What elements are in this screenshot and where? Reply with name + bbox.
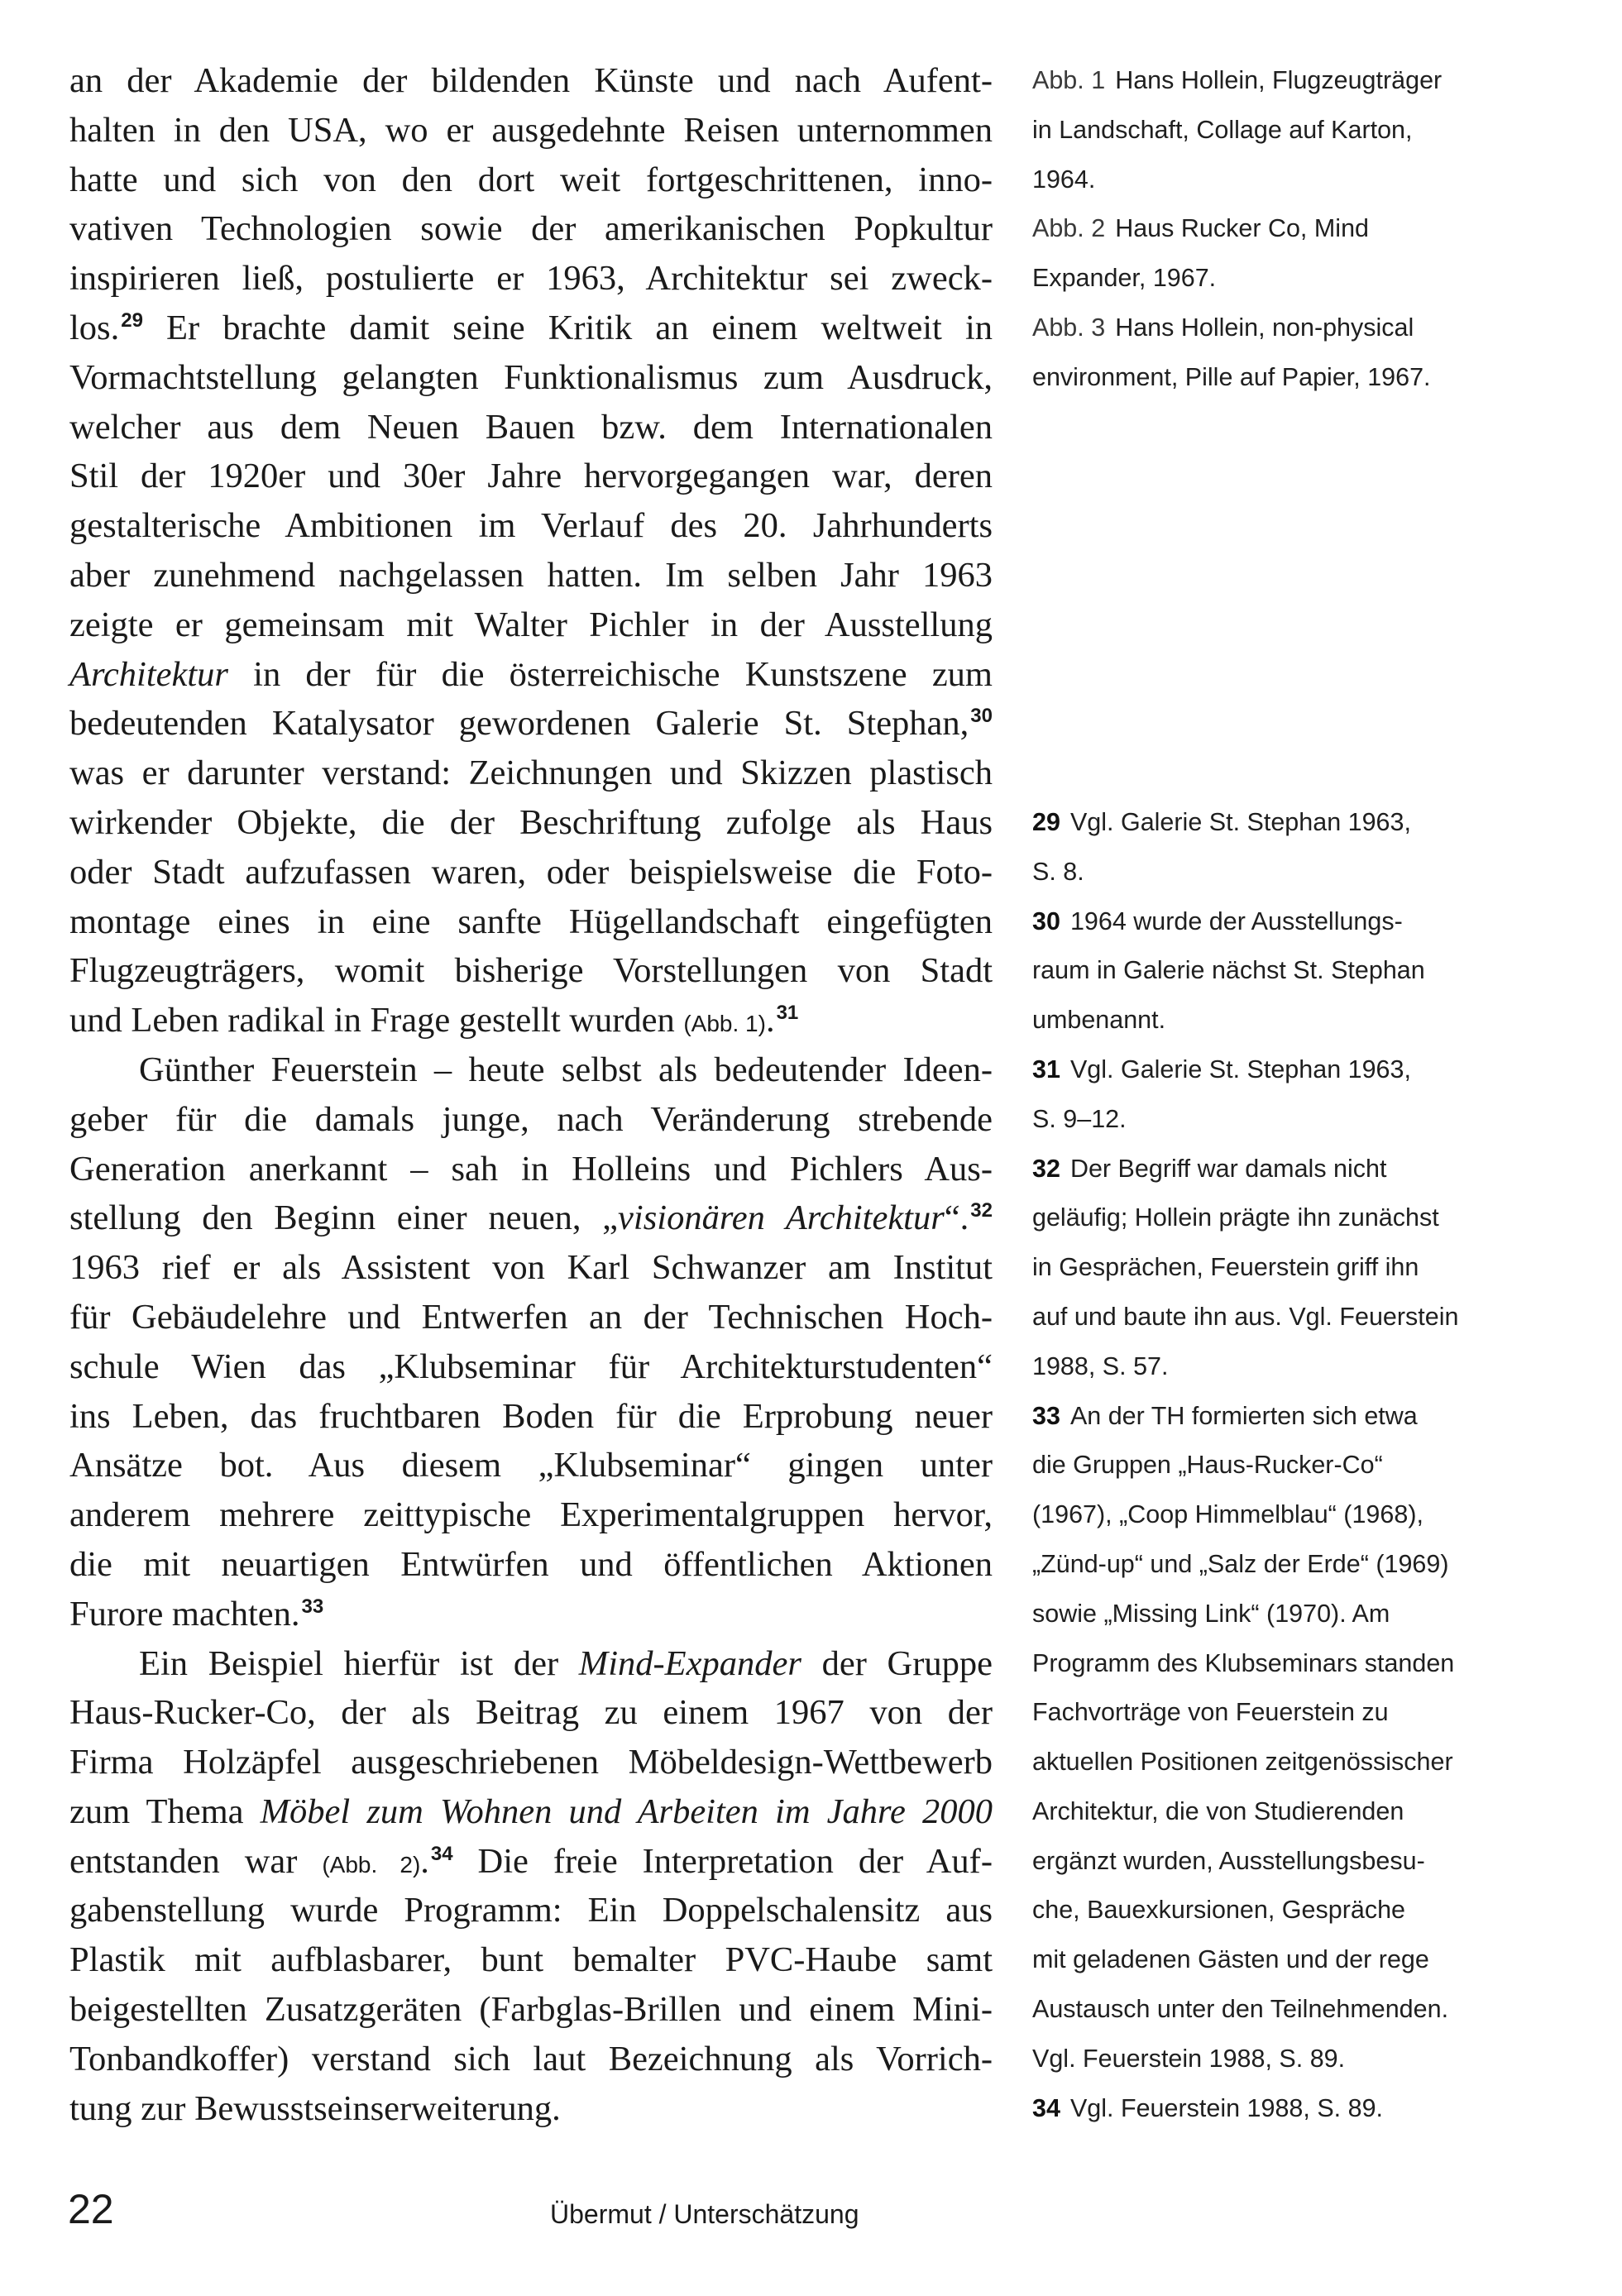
footnote-ref-33[interactable]: 33 xyxy=(301,1595,324,1618)
footnote-ref-30[interactable]: 30 xyxy=(970,705,993,728)
body-line: zum Thema Möbel zum Wohnen und Arbeiten im Jahre 2000 xyxy=(69,1791,993,1831)
body-line: Vormachtstellung gelangten Funktionalismus zum Ausdruck, xyxy=(69,357,993,397)
footnote-number: 31 xyxy=(1032,1055,1060,1083)
body-line: gabenstellung wurde Programm: Ein Doppelschalensitz aus xyxy=(69,1891,993,1930)
body-line: geber für die damals junge, nach Veränderung strebende xyxy=(69,1099,993,1139)
body-line: die mit neuartigen Entwürfen und öffentlichen Aktionen xyxy=(69,1544,993,1584)
body-line: an der Akademie der bildenden Künste und nach Aufent- xyxy=(69,61,993,100)
body-line: Tonbandkoffer) verstand sich laut Bezeichnung als Vorrich- xyxy=(69,2039,993,2078)
caption-line: environment, Pille auf Papier, 1967. xyxy=(1032,362,1431,391)
body-line: montage eines in eine sanfte Hügellandschaft eingefügten xyxy=(69,902,993,941)
body-line: schule Wien das „Klubseminar für Architekturstudenten“ xyxy=(69,1347,993,1386)
footnote-31: 31 Vgl. Galerie St. Stephan 1963, S. 9–12. xyxy=(1032,1055,1411,1133)
footnote-32: 32 Der Begriff war damals nicht geläufig; Hollein prägte ihn zunächst in Gesprächen, Feuerstein griff ihn auf und baute ihn aus. Vgl. Feuerstein 1988, S. 57. xyxy=(1032,1154,1459,1380)
body-line: los.$^{29}$ Er brachte damit seine Kritik an einem weltweit in xyxy=(69,308,993,347)
body-line: aber zunehmend nachgelassen hatten. Im selben Jahr 1963 xyxy=(69,555,993,595)
body-line: gestalterische Ambitionen im Verlauf des 20. Jahrhunderts xyxy=(69,506,993,546)
body-line: hatte und sich von den dort weit fortgeschrittenen, inno- xyxy=(69,160,993,199)
body-line: oder Stadt aufzufassen waren, oder beispielsweise die Foto- xyxy=(69,852,993,892)
footnote-number: 34 xyxy=(1032,2093,1060,2122)
body-line: Generation anerkannt – sah in Holleins und Pichlers Aus- xyxy=(69,1149,993,1189)
footnote-30: 30 1964 wurde der Ausstellungs- raum in Galerie nächst St. Stephan umbenannt. xyxy=(1032,906,1425,1035)
body-line: für Gebäudelehre und Entwerfen an der Technischen Hoch- xyxy=(69,1297,993,1337)
body-line: wirkender Objekte, die der Beschriftung zufolge als Haus xyxy=(69,802,993,842)
body-line: entstanden war (Abb. 2).$^{34}$ Die freie Interpretation der Auf- xyxy=(69,1841,993,1881)
figure-ref-abb-2[interactable]: (Abb. 2) xyxy=(322,1851,421,1877)
footnote-number: 29 xyxy=(1032,807,1060,836)
body-line: und Leben radikal in Frage gestellt wurden (Abb. 1).$^{31}$ xyxy=(69,1001,799,1040)
body-line: Günther Feuerstein – heute selbst als bedeutender Ideen- xyxy=(139,1050,993,1089)
footnote-ref-31[interactable]: 31 xyxy=(776,1002,799,1025)
quoted-term: visionären Architektur xyxy=(618,1198,945,1238)
running-title: Übermut / Unterschätzung xyxy=(550,2199,859,2229)
body-line: inspirieren ließ, postulierte er 1963, Architektur sei zweck- xyxy=(69,259,993,299)
caption-line: in Landschaft, Collage auf Karton, xyxy=(1032,115,1413,144)
body-line: ins Leben, das fruchtbaren Boden für die Erprobung neuer xyxy=(69,1396,993,1436)
body-line: stellung den Beginn einer neuen, „visionären Architektur“.$^{32}$ xyxy=(69,1198,993,1238)
footnote-ref-29[interactable]: 29 xyxy=(121,309,143,332)
footnote-ref-34[interactable]: 34 xyxy=(430,1842,453,1865)
work-title: Mind-Expander xyxy=(578,1643,801,1683)
body-line: Stil der 1920er und 30er Jahre hervorgegangen war, deren xyxy=(69,457,993,496)
competition-theme: Möbel zum Wohnen und Arbeiten im Jahre 2000 xyxy=(260,1791,993,1831)
exhibition-title: Architektur xyxy=(69,654,228,694)
body-line: Firma Holzäpfel ausgeschriebenen Möbeldesign-Wettbewerb xyxy=(69,1743,993,1782)
footnote-number: 33 xyxy=(1032,1401,1060,1430)
footnote-33: 33 An der TH formierten sich etwa die Gruppen „Haus-Rucker-Co“ (1967), „Coop Himmelblau“ (1968), „Zünd-up“ und „Salz der Erde“ (1969) sowie „Missing Link“ (1970). Am Programm des Klubseminars standen Fachvorträge von Feuerstein zu aktuellen Positionen zeitgenössischer Architektur, die von Studierenden ergänzt wurden, Ausstellungsbesu- che, Bauexkursionen, Gespräche mit geladenen Gästen und der rege Austausch unter den Teilnehmenden. Vgl. Feuerstein 1988, S. 89. xyxy=(1032,1401,1455,2073)
body-line: bedeutenden Katalysator gewordenen Galerie St. Stephan,$^{30}$ xyxy=(69,704,993,744)
body-line: halten in den USA, wo er ausgedehnte Reisen unternommen xyxy=(69,110,993,150)
body-line: Furore machten.$^{33}$ xyxy=(69,1594,324,1634)
body-line: Flugzeugträgers, womit bisherige Vorstellungen von Stadt xyxy=(69,951,993,991)
body-line: Plastik mit aufblasbarer, bunt bemalter PVC-Haube samt xyxy=(69,1940,993,1980)
body-text-column xyxy=(69,56,993,2133)
body-line: zeigte er gemeinsam mit Walter Pichler in der Ausstellung xyxy=(69,605,993,644)
body-line: vativen Technologien sowie der amerikanischen Popkultur xyxy=(69,209,993,249)
body-line: was er darunter verstand: Zeichnungen und Skizzen plastisch xyxy=(69,753,993,793)
body-line: tung zur Bewusstseinserweiterung. xyxy=(69,2088,561,2128)
footnote-29: 29 Vgl. Galerie St. Stephan 1963, S. 8. xyxy=(1032,807,1411,886)
body-line: Haus-Rucker-Co, der als Beitrag zu einem 1967 von der xyxy=(69,1693,993,1733)
caption-line: Expander, 1967. xyxy=(1032,264,1217,293)
body-line: anderem mehrere zeittypische Experimentalgruppen hervor, xyxy=(69,1495,993,1535)
caption-label: Abb. 3 xyxy=(1032,313,1106,342)
body-line: Architektur in der für die österreichische Kunstszene zum xyxy=(69,654,993,694)
caption-label: Abb. 1 xyxy=(1032,66,1106,94)
margin-column xyxy=(1032,56,1562,2133)
footnote-number: 30 xyxy=(1032,906,1060,935)
body-line: Ein Beispiel hierfür ist der Mind-Expander der Gruppe xyxy=(139,1643,993,1683)
footnote-number: 32 xyxy=(1032,1154,1060,1183)
footnote-34: 34 Vgl. Feuerstein 1988, S. 89. xyxy=(1032,2093,1384,2122)
figure-ref-abb-1[interactable]: (Abb. 1) xyxy=(683,1011,766,1037)
body-line: beigestellten Zusatzgeräten (Farbglas-Brillen und einem Mini- xyxy=(69,1990,993,2030)
figure-caption-1: Abb. 1 Hans Hollein, Flugzeugträger in Landschaft, Collage auf Karton, 1964. xyxy=(1032,56,1562,204)
figure-caption-2: Abb. 2 Haus Rucker Co, Mind Expander, 1967. xyxy=(1032,204,1562,304)
body-line: welcher aus dem Neuen Bauen bzw. dem Internationalen xyxy=(69,407,993,447)
body-line: 1963 rief er als Assistent von Karl Schwanzer am Institut xyxy=(69,1248,993,1288)
page-number: 22 xyxy=(68,2186,114,2232)
caption-label: Abb. 2 xyxy=(1032,214,1106,243)
caption-line: 1964. xyxy=(1032,165,1096,194)
figure-caption-3: Abb. 3 Hans Hollein, non-physical environment, Pille auf Papier, 1967. xyxy=(1032,304,1562,403)
body-line: Ansätze bot. Aus diesem „Klubseminar“ gingen unter xyxy=(69,1446,993,1485)
footnote-ref-32[interactable]: 32 xyxy=(970,1199,993,1222)
